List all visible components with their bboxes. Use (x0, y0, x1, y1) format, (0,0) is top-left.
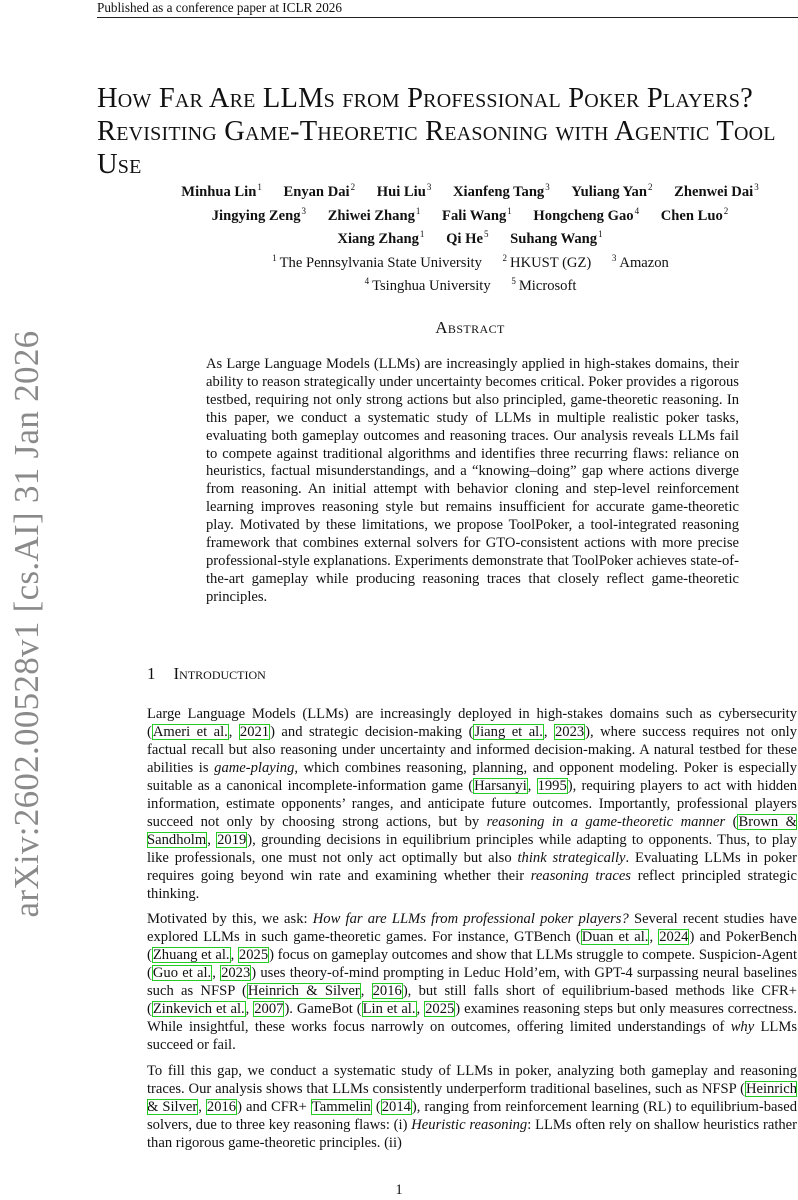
affiliation: $^5$ Microsoft (511, 276, 577, 294)
author: Fali Wang$^1$ (442, 205, 512, 224)
arxiv-stamp: arXiv:2602.00528v1 [cs.AI] 31 Jan 2026 (7, 330, 46, 918)
affiliation: $^3$ Amazon (611, 252, 669, 271)
affiliation-list (140, 249, 798, 296)
abstract-text: As Large Language Models (LLMs) are increasingly applied in high-stakes domains, their ability to reason strategically under uncertainty becomes critical. Poker provides a rigorous testbed, requiring not only strong actions but also principled, game-theoretic reasoning. In this paper, we conduct a systematic study of LLMs in multiple realistic poker tasks, evaluating both gameplay outcomes and reasoning traces. Our analysis reveals LLMs fail to compete against traditional algorithms and identifies three recurring flaws: reliance on heuristics, factual misunderstandings, and a “knowing–doing” gap where actions diverge from reasoning. An initial attempt with behavior cloning and step-level reinforcement learning improves reasoning style but remains insufficient for accurate game-theoretic play. Motivated by these limitations, we propose ToolPoker, a tool-integrated reasoning framework that combines external solvers for GTO-consistent actions with more precise professional-style explanations. Experiments demonstrate that ToolPoker achieves state-of-the-art gameplay while producing reasoning traces that closely reflect game-theoretic principles. (206, 356, 739, 605)
citation-year-link[interactable]: 2019 (217, 831, 247, 848)
author: Jingying Zeng$^3$ (211, 205, 307, 224)
author: Enyan Dai$^2$ (283, 182, 356, 200)
running-header (97, 0, 798, 18)
citation-link[interactable]: Tammelin (311, 1099, 371, 1116)
paragraph-3: To fill this gap, we conduct a systematic study of LLMs in poker, analyzing both gameplay and reasoning traces. Our analysis shows that LLMs consistently underperform traditional baselines, such as NFSP (Heinrich & Silver, 2016) and CFR+ Tammelin (2014), ranging from reinforcement learning (RL) to equilibrium-based solvers, due to three key reasoning flaws: (i) Heuristic reasoning: LLMs often rely on shallow heuristics rather than rigorous game-theoretic principles. (ii) (147, 1063, 798, 1151)
citation-link[interactable]: Duan et al. (581, 929, 649, 946)
citation-year-link[interactable]: 2016 (206, 1099, 237, 1116)
page-number: 1 (395, 1182, 403, 1198)
citation-link[interactable]: Lin et al. (362, 1001, 416, 1018)
paper-title: How Far Are LLMs from Professional Poker Players? Revisiting Game-Theoretic Reasoning with Agentic Tool Use (97, 83, 776, 180)
citation-link[interactable]: Guo et al. (152, 965, 212, 982)
citation-year-link[interactable]: 2016 (372, 983, 402, 1000)
author: Xianfeng Tang$^3$ (452, 182, 550, 200)
citation-year-link[interactable]: 2023 (221, 965, 251, 982)
section-number: 1 (147, 664, 156, 683)
author: Minhua Lin$^1$ (181, 182, 262, 200)
author: Hongcheng Gao$^4$ (533, 205, 640, 224)
author: Chen Luo$^2$ (660, 205, 729, 224)
citation-year-link[interactable]: 2024 (659, 929, 689, 946)
section-title: Introduction (173, 664, 266, 683)
citation-link[interactable]: Zhuang et al. (152, 947, 230, 964)
paragraph-1: Large Language Models (LLMs) are increasingly deployed in high-stakes domains such as cybersecurity (Ameri et al., 2021) and strategic decision-making (Jiang et al., 2023), where success requires not only factual recall but also reasoning under uncertainty and informed decision-making. A natural testbed for these abilities is game-playing, which combines reasoning, planning, and opponent modeling. Poker is especially suitable as a canonical incomplete-information game (Harsanyi, 1995), requiring players to act with hidden information, estimate opponents’ ranges, and anticipate future outcomes. Importantly, professional players succeed not only by choosing strong actions, but by reasoning in a game-theoretic manner (Brown & Sandholm, 2019), grounding decisions in equilibrium principles while adapting to opponents. Thus, to play like professionals, one must not only act optimally but also think strategically. Evaluating LLMs in poker requires going beyond win rate and examining whether their reasoning traces reflect principled strategic thinking. (147, 706, 798, 902)
author: Zhenwei Dai$^3$ (674, 182, 759, 200)
citation-year-link[interactable]: 2023 (554, 723, 585, 740)
abstract-heading: Abstract (435, 318, 505, 337)
author-list (140, 178, 798, 249)
citation-year-link[interactable]: 2007 (254, 1001, 284, 1018)
affiliation: $^4$ Tsinghua University (364, 276, 491, 294)
affiliation: $^2$ HKUST (GZ) (502, 252, 592, 271)
author: Yuliang Yan$^2$ (571, 182, 653, 200)
venue-label: Published as a conference paper at ICLR 2026 (97, 0, 342, 15)
author: Zhiwei Zhang$^1$ (327, 205, 421, 224)
citation-link[interactable]: Heinrich & Silver (247, 983, 360, 1000)
citation-link[interactable]: Brown & Sandholm (147, 813, 797, 848)
citation-year-link[interactable]: 2025 (425, 1001, 455, 1018)
introduction-body (147, 706, 797, 1161)
author: Suhang Wang$^1$ (510, 229, 603, 247)
citation-link[interactable]: Zinkevich et al. (152, 1001, 245, 1018)
author-block (140, 178, 798, 296)
citation-link[interactable]: Heinrich & Silver (147, 1081, 797, 1116)
author: Qi He$^5$ (446, 229, 489, 247)
citation-year-link[interactable]: 2025 (238, 947, 269, 964)
citation-link[interactable]: Harsanyi (474, 777, 527, 794)
citation-year-link[interactable]: 2021 (239, 723, 270, 740)
citation-year-link[interactable]: 1995 (537, 777, 567, 794)
citation-year-link[interactable]: 2014 (381, 1099, 411, 1116)
paragraph-2: Motivated by this, we ask: How far are LLMs from professional poker players? Several recent studies have explored LLMs in such game-theoretic games. For instance, GTBench (Duan et al., 2024) and PokerBench (Zhuang et al., 2025) focus on gameplay outcomes and show that LLMs struggle to compete. Suspicion-Agent (Guo et al., 2023) uses theory-of-mind prompting in Leduc Hold’em, with GPT-4 surpassing neural baselines such as NFSP (Heinrich & Silver, 2016), but still falls short of equilibrium-based methods like CFR+ (Zinkevich et al., 2007). GameBot (Lin et al., 2025) examines reasoning steps but only measures correctness. While insightful, these works focus narrowly on outcomes, offering limited understandings of why LLMs succeed or fail. (147, 911, 798, 1054)
citation-link[interactable]: Ameri et al. (152, 723, 228, 740)
section-heading-introduction (147, 664, 266, 684)
affiliation: $^1$ The Pennsylvania State University (272, 252, 482, 271)
author: Xiang Zhang$^1$ (337, 229, 425, 247)
citation-link[interactable]: Jiang et al. (474, 723, 543, 740)
author: Hui Liu$^3$ (376, 182, 432, 200)
